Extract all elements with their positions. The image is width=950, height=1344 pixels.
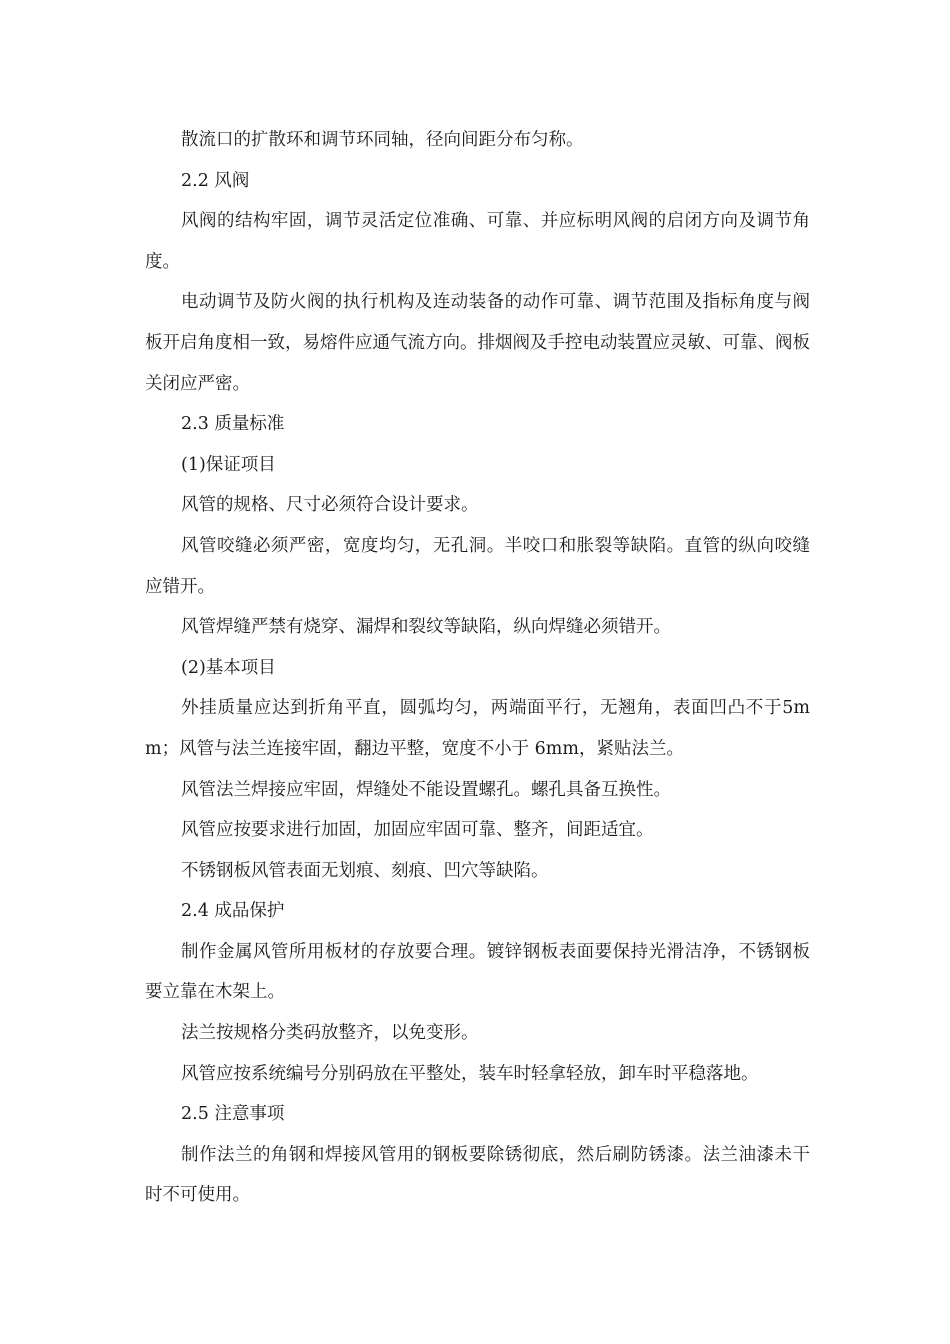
section-heading-2-3: 2.3 质量标准 [181, 414, 285, 435]
paragraph-2: 风阀的结构牢固，调节灵活定位准确、可靠、并应标明风阀的启闭方向及调节角度。 [145, 211, 810, 272]
subheading-basic-items: (2)基本项目 [181, 657, 276, 678]
subheading-guarantee-items: (1)保证项目 [181, 454, 276, 475]
paragraph-5: 风管咬缝必须严密，宽度均匀，无孔洞。半咬口和胀裂等缺陷。直管的纵向咬缝应错开。 [145, 535, 810, 597]
paragraph-12: 法兰按规格分类码放整齐，以免变形。 [181, 1023, 479, 1044]
section-heading-2-2: 2.2 风阀 [181, 170, 250, 191]
paragraph-10: 不锈钢板风管表面无划痕、刻痕、凹穴等缺陷。 [181, 860, 549, 881]
paragraph-7: 外挂质量应达到折角平直，圆弧均匀，两端面平行，无翘角，表面凹凸不于5mm；风管与法兰连接牢固，翻边平整，宽度不小于 6mm，紧贴法兰。 [145, 698, 810, 759]
paragraph-4: 风管的规格、尺寸必须符合设计要求。 [181, 495, 479, 516]
document-body [145, 120, 810, 1216]
paragraph-3: 电动调节及防火阀的执行机构及连动装备的动作可靠、调节范围及指标角度与阀板开启角度相一致，易熔件应通气流方向。排烟阀及手控电动装置应灵敏、可靠、阀板关闭应严密。 [145, 292, 810, 394]
paragraph-8: 风管法兰焊接应牢固，焊缝处不能设置螺孔。螺孔具备互换性。 [181, 779, 671, 800]
section-heading-2-4: 2.4 成品保护 [181, 901, 285, 922]
paragraph-6: 风管焊缝严禁有烧穿、漏焊和裂纹等缺陷，纵向焊缝必须错开。 [181, 617, 671, 638]
paragraph-14: 制作法兰的角钢和焊接风管用的钢板要除锈彻底，然后刷防锈漆。法兰油漆未干时不可使用。 [145, 1144, 810, 1206]
paragraph-11: 制作金属风管所用板材的存放要合理。镀锌钢板表面要保持光滑洁净，不锈钢板要立靠在木架上。 [145, 941, 810, 1003]
section-heading-2-5: 2.5 注意事项 [181, 1104, 285, 1125]
paragraph-13: 风管应按系统编号分别码放在平整处，装车时轻拿轻放，卸车时平稳落地。 [181, 1063, 759, 1084]
paragraph-1: 散流口的扩散环和调节环同轴，径向间距分布匀称。 [181, 130, 584, 150]
paragraph-9: 风管应按要求进行加固，加固应牢固可靠、整齐，间距适宜。 [181, 820, 654, 841]
